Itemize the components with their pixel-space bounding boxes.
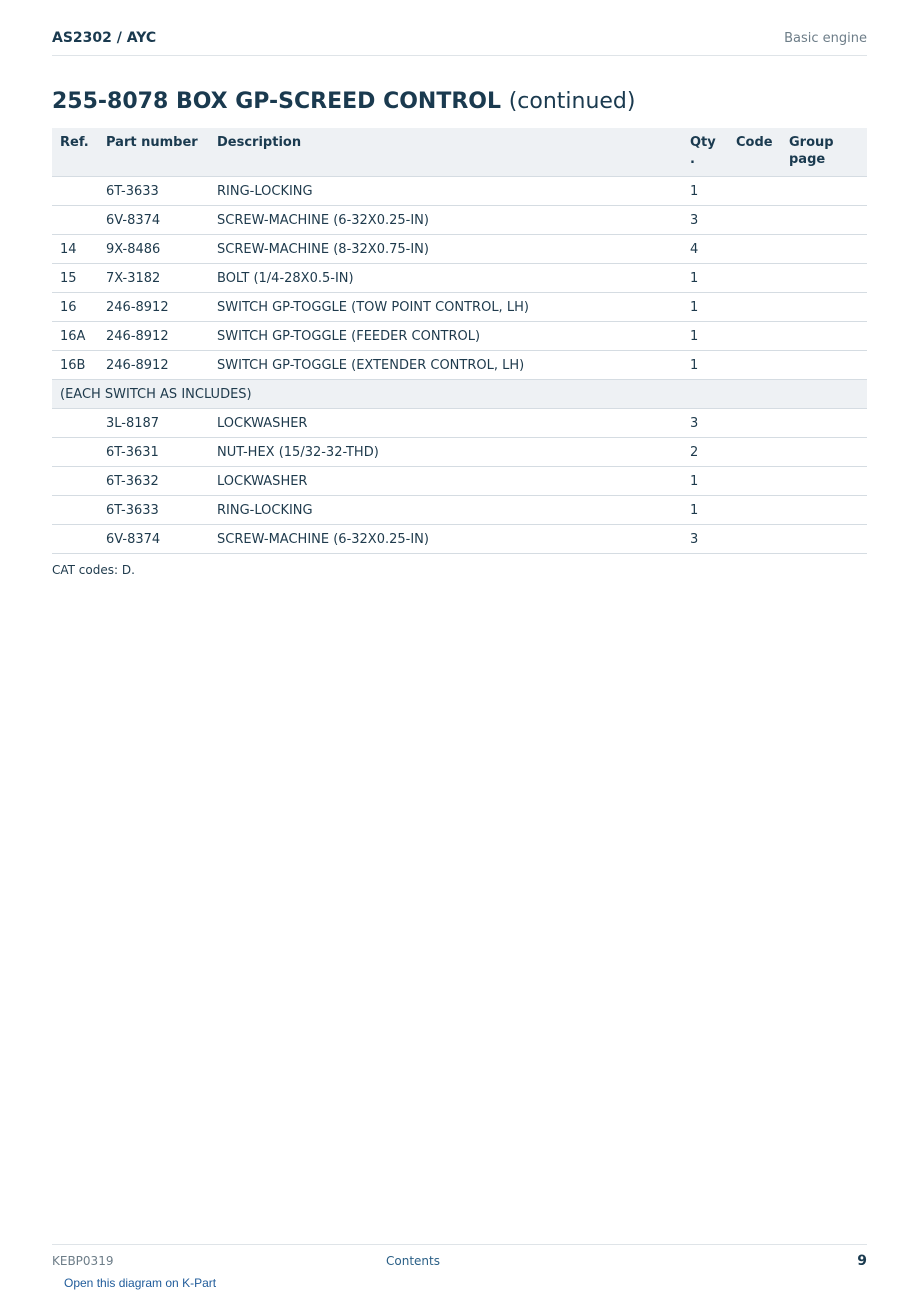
cell-description: LOCKWASHER xyxy=(209,467,682,496)
col-qty-line1: Qty xyxy=(690,135,716,150)
cell-ref xyxy=(52,177,98,206)
cell-part-number: 6V-8374 xyxy=(98,206,209,235)
cell-qty: 3 xyxy=(682,206,728,235)
table-header-row xyxy=(52,128,867,177)
cell-code xyxy=(728,467,781,496)
col-description: Description xyxy=(209,128,682,177)
cell-code xyxy=(728,409,781,438)
cell-group-page xyxy=(781,293,867,322)
cell-qty: 4 xyxy=(682,235,728,264)
cell-description: SWITCH GP-TOGGLE (FEEDER CONTROL) xyxy=(209,322,682,351)
cell-part-number: 246-8912 xyxy=(98,322,209,351)
table-row xyxy=(52,438,867,467)
cell-description: LOCKWASHER xyxy=(209,409,682,438)
cell-description: RING-LOCKING xyxy=(209,177,682,206)
cell-ref: 14 xyxy=(52,235,98,264)
table-row xyxy=(52,351,867,380)
cell-group-page xyxy=(781,438,867,467)
cell-ref xyxy=(52,438,98,467)
contents-link[interactable]: Contents xyxy=(386,1254,440,1268)
cell-description: RING-LOCKING xyxy=(209,496,682,525)
col-group-page xyxy=(781,128,867,177)
cell-qty: 1 xyxy=(682,177,728,206)
cell-part-number: 7X-3182 xyxy=(98,264,209,293)
table-row xyxy=(52,206,867,235)
cell-ref: 15 xyxy=(52,264,98,293)
cell-qty: 1 xyxy=(682,351,728,380)
cell-part-number: 3L-8187 xyxy=(98,409,209,438)
cell-qty: 1 xyxy=(682,467,728,496)
table-row xyxy=(52,467,867,496)
table-row xyxy=(52,293,867,322)
table-row xyxy=(52,496,867,525)
cell-description: BOLT (1/4-28X0.5-IN) xyxy=(209,264,682,293)
cell-qty: 2 xyxy=(682,438,728,467)
cell-group-page xyxy=(781,235,867,264)
col-group-line1: Group xyxy=(789,135,834,150)
cell-group-page xyxy=(781,351,867,380)
cell-qty: 1 xyxy=(682,322,728,351)
cell-code xyxy=(728,177,781,206)
page-header xyxy=(52,28,867,56)
section-label: Basic engine xyxy=(784,31,867,46)
cell-ref: 16 xyxy=(52,293,98,322)
subheading-cell: (EACH SWITCH AS INCLUDES) xyxy=(52,380,867,409)
cell-qty: 3 xyxy=(682,525,728,554)
cell-group-page xyxy=(781,467,867,496)
cell-code xyxy=(728,293,781,322)
table-subheading-row xyxy=(52,380,867,409)
document-id: KEBP0319 xyxy=(52,1254,114,1268)
table-row xyxy=(52,235,867,264)
cell-description: SWITCH GP-TOGGLE (EXTENDER CONTROL, LH) xyxy=(209,351,682,380)
cell-group-page xyxy=(781,206,867,235)
cell-description: SCREW-MACHINE (6-32X0.25-IN) xyxy=(209,525,682,554)
cell-group-page xyxy=(781,409,867,438)
cell-group-page xyxy=(781,264,867,293)
col-qty-line2: . xyxy=(690,152,695,167)
cell-group-page xyxy=(781,322,867,351)
cell-description: SCREW-MACHINE (6-32X0.25-IN) xyxy=(209,206,682,235)
title-suffix: (continued) xyxy=(508,89,636,114)
cell-code xyxy=(728,206,781,235)
parts-table xyxy=(52,128,867,554)
cell-code xyxy=(728,264,781,293)
cell-group-page xyxy=(781,496,867,525)
cell-part-number: 6T-3633 xyxy=(98,496,209,525)
cell-code xyxy=(728,235,781,264)
cell-code xyxy=(728,496,781,525)
open-kpart-link[interactable]: Open this diagram on K-Part xyxy=(64,1276,217,1290)
model-label: AS2302 / AYC xyxy=(52,30,157,46)
cell-part-number: 246-8912 xyxy=(98,351,209,380)
cell-part-number: 9X-8486 xyxy=(98,235,209,264)
cell-part-number: 6T-3633 xyxy=(98,177,209,206)
cell-qty: 3 xyxy=(682,409,728,438)
table-row xyxy=(52,177,867,206)
cell-ref xyxy=(52,206,98,235)
col-code: Code xyxy=(728,128,781,177)
cell-ref xyxy=(52,467,98,496)
cell-ref xyxy=(52,409,98,438)
table-row xyxy=(52,409,867,438)
cell-ref: 16A xyxy=(52,322,98,351)
table-row xyxy=(52,322,867,351)
cell-ref xyxy=(52,496,98,525)
cell-qty: 1 xyxy=(682,496,728,525)
cell-group-page xyxy=(781,177,867,206)
cell-part-number: 6T-3632 xyxy=(98,467,209,496)
cell-part-number: 6V-8374 xyxy=(98,525,209,554)
title-main: 255-8078 BOX GP-SCREED CONTROL xyxy=(52,89,502,114)
col-group-line2: page xyxy=(789,152,826,167)
cat-codes-note: CAT codes: D. xyxy=(52,563,135,577)
cell-description: NUT-HEX (15/32-32-THD) xyxy=(209,438,682,467)
cell-qty: 1 xyxy=(682,293,728,322)
cell-code xyxy=(728,525,781,554)
cell-code xyxy=(728,322,781,351)
cell-qty: 1 xyxy=(682,264,728,293)
col-qty xyxy=(682,128,728,177)
cell-code xyxy=(728,351,781,380)
page-footer xyxy=(52,1244,867,1275)
cell-part-number: 246-8912 xyxy=(98,293,209,322)
page-number: 9 xyxy=(857,1253,867,1269)
table-row xyxy=(52,264,867,293)
cell-group-page xyxy=(781,525,867,554)
cell-description: SWITCH GP-TOGGLE (TOW POINT CONTROL, LH) xyxy=(209,293,682,322)
cell-description: SCREW-MACHINE (8-32X0.75-IN) xyxy=(209,235,682,264)
col-part-number: Part number xyxy=(98,128,209,177)
page-title xyxy=(52,89,635,114)
cell-ref xyxy=(52,525,98,554)
cell-code xyxy=(728,438,781,467)
cell-part-number: 6T-3631 xyxy=(98,438,209,467)
cell-ref: 16B xyxy=(52,351,98,380)
table-row xyxy=(52,525,867,554)
col-ref: Ref. xyxy=(52,128,98,177)
